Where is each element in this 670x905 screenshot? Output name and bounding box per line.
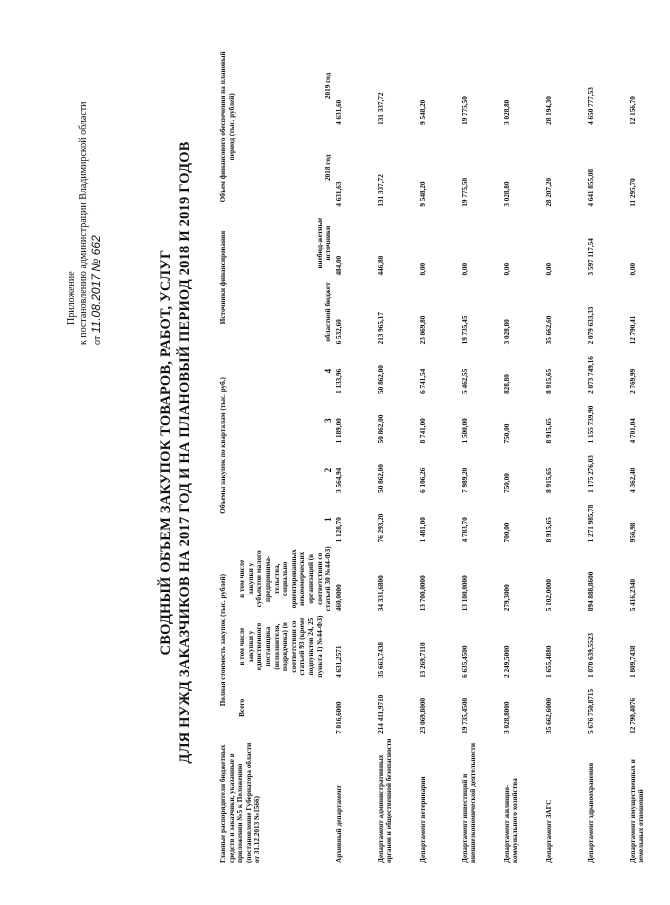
appendix-decree: к постановлению администрации Владимирской области bbox=[78, 101, 89, 345]
cell-y2019: 28 194,30 bbox=[544, 96, 553, 125]
cell-regional: 6 532,60 bbox=[334, 319, 343, 345]
cell-q2: 750,00 bbox=[502, 473, 511, 493]
cell-y2019: 9 548,20 bbox=[418, 99, 427, 125]
header-q2: 2 bbox=[323, 467, 334, 473]
cell-q1: 1 128,70 bbox=[334, 517, 343, 543]
cell-offbudget: 446,80 bbox=[376, 255, 385, 276]
cell-offbudget: 484,00 bbox=[334, 255, 343, 276]
row-customer-name: Департамент жилищно-коммунального хозяйства bbox=[502, 778, 520, 863]
cell-y2018: 11 295,70 bbox=[628, 178, 637, 207]
header-q3: 3 bbox=[323, 418, 334, 423]
cell-q1: 76 293,20 bbox=[376, 513, 385, 543]
cell-y2019: 12 156,70 bbox=[628, 96, 637, 125]
cell-small: 5 416,2340 bbox=[628, 578, 637, 612]
cell-q1: 1 481,00 bbox=[418, 517, 427, 543]
cell-q3: 8 741,00 bbox=[418, 418, 427, 444]
table-row bbox=[586, 45, 628, 865]
cell-total: 12 790,4076 bbox=[628, 697, 637, 734]
document-title: СВОДНЫЙ ОБЪЕМ ЗАКУПОК ТОВАРОВ, РАБОТ, УСЛУГ bbox=[158, 249, 174, 656]
row-customer-name: Департамент имущественных и земельных отношений bbox=[628, 759, 646, 863]
cell-y2019: 131 337,72 bbox=[376, 92, 385, 125]
cell-q3: 1 189,00 bbox=[334, 418, 343, 444]
cell-small: 894 888,8600 bbox=[586, 571, 595, 612]
cell-small: 13 700,0000 bbox=[418, 575, 427, 612]
cell-total: 19 735,4500 bbox=[460, 697, 469, 734]
cell-total: 214 411,9710 bbox=[376, 694, 385, 734]
cell-single: 13 269,7110 bbox=[418, 642, 427, 678]
row-customer-name: Департамент административных органов и общественной безопасности bbox=[376, 738, 394, 863]
cell-q4: 828,80 bbox=[502, 374, 511, 394]
cell-y2019: 19 775,50 bbox=[460, 96, 469, 125]
cell-q3: 4 701,04 bbox=[628, 418, 637, 444]
header-2018: 2018 год bbox=[324, 154, 333, 181]
cell-small: 5 102,0000 bbox=[544, 578, 553, 612]
header-2019: 2019 год bbox=[324, 72, 333, 100]
table-row bbox=[502, 45, 544, 865]
header-offbudget: внебюд-жетные источники bbox=[315, 217, 333, 269]
row-customer-name: Департамент здравоохранения bbox=[586, 762, 595, 863]
cell-regional: 23 069,80 bbox=[418, 315, 427, 345]
cell-q2: 7 989,20 bbox=[460, 467, 469, 493]
cell-small: 13 100,0000 bbox=[460, 575, 469, 612]
header-customer: Главные распорядители бюджетных средств и заказчики, указанные в приложении №5 к Положению (постановление Губернатора области от 31.12.2013 №1566) bbox=[219, 742, 262, 863]
cell-y2019: 3 028,80 bbox=[502, 99, 511, 125]
cell-q4: 2 769,99 bbox=[628, 368, 637, 394]
cell-regional: 35 662,60 bbox=[544, 315, 553, 345]
document-subtitle: ДЛЯ НУЖД ЗАКАЗЧИКОВ НА 2017 ГОД И НА ПЛАНОВЫЙ ПЕРИОД 2018 И 2019 ГОДОВ bbox=[177, 141, 193, 764]
cell-q4: 8 915,65 bbox=[544, 368, 553, 394]
header-quarters: Объемы закупок по кварталам (тыс. руб.) bbox=[219, 377, 227, 514]
cell-single: 35 663,7438 bbox=[376, 641, 385, 678]
cell-y2018: 19 775,50 bbox=[460, 177, 469, 207]
cell-q1: 956,98 bbox=[628, 522, 637, 543]
header-q4: 4 bbox=[323, 368, 334, 374]
procurement-table bbox=[218, 45, 670, 865]
cell-total: 35 662,6000 bbox=[544, 697, 553, 734]
header-sources: Источники финансирования bbox=[219, 230, 227, 325]
appendix-from: от bbox=[92, 335, 103, 345]
cell-y2018: 4 631,63 bbox=[334, 181, 343, 207]
cell-small: 460,0000 bbox=[334, 584, 343, 612]
cell-q1: 1 271 985,78 bbox=[586, 504, 595, 543]
appendix-number: № 662 bbox=[89, 235, 103, 272]
cell-single: 4 631,2571 bbox=[334, 645, 343, 678]
cell-offbudget: 3 597 117,54 bbox=[586, 238, 595, 276]
cell-y2019: 4 650 777,53 bbox=[586, 87, 595, 125]
appendix-block bbox=[66, 45, 104, 345]
cell-offbudget: 0,00 bbox=[628, 262, 637, 276]
table-row bbox=[460, 45, 502, 865]
cell-offbudget: 0,00 bbox=[418, 262, 427, 276]
cell-q1: 4 783,70 bbox=[460, 517, 469, 543]
row-customer-name: Департамент инвестиций и внешнеэкономической деятельности bbox=[460, 743, 478, 863]
table-row bbox=[418, 45, 460, 865]
table-row bbox=[544, 45, 586, 865]
cell-single: 2 249,5000 bbox=[502, 645, 511, 678]
cell-y2019: 4 631,60 bbox=[334, 99, 343, 125]
cell-q3: 8 915,65 bbox=[544, 418, 553, 444]
cell-q4: 2 073 749,16 bbox=[586, 356, 595, 394]
cell-y2018: 3 028,80 bbox=[502, 181, 511, 207]
table-row bbox=[376, 45, 418, 865]
header-regional: областной бюджет bbox=[324, 282, 333, 342]
cell-q4: 5 462,55 bbox=[460, 368, 469, 394]
cell-single: 6 635,4500 bbox=[460, 645, 469, 678]
table-row bbox=[334, 45, 376, 865]
cell-q2: 4 362,40 bbox=[628, 467, 637, 493]
cell-y2018: 28 207,20 bbox=[544, 177, 553, 207]
cell-q4: 1 133,96 bbox=[334, 368, 343, 394]
cell-regional: 12 790,41 bbox=[628, 315, 637, 345]
row-customer-name: Архивный департамент bbox=[334, 785, 343, 863]
cell-regional: 213 965,17 bbox=[376, 312, 385, 345]
cell-total: 23 069,8000 bbox=[418, 697, 427, 734]
cell-regional: 2 079 633,33 bbox=[586, 306, 595, 345]
cell-offbudget: 0,00 bbox=[502, 262, 511, 276]
cell-total: 5 676 750,8715 bbox=[586, 688, 595, 734]
cell-single: 1 809,7438 bbox=[628, 645, 637, 678]
cell-q2: 50 862,00 bbox=[376, 464, 385, 493]
cell-q4: 6 741,54 bbox=[418, 368, 427, 394]
cell-y2018: 9 548,20 bbox=[418, 181, 427, 207]
header-small-business: в том числе закупки у субъектов малого предпринима-тельства, социально ориентированных некоммерческих организаций (в соответствии со статьей 30 №44-ФЗ) bbox=[238, 546, 333, 612]
cell-small: 279,3000 bbox=[502, 584, 511, 612]
cell-q2: 1 175 276,03 bbox=[586, 455, 595, 493]
header-single-supplier: в том числе закупки у единственного поставщика (исполнителя, подрядчика) (в соответствии со статьей 93 (кроме подпунктов 24, 25 пункта 1) №44-ФЗ) bbox=[238, 615, 324, 678]
cell-small: 34 331,6800 bbox=[376, 575, 385, 612]
cell-total: 7 016,6000 bbox=[334, 701, 343, 734]
cell-regional: 3 028,80 bbox=[502, 319, 511, 345]
header-total: Всего bbox=[238, 698, 247, 717]
cell-total: 3 028,8000 bbox=[502, 701, 511, 734]
table-row bbox=[628, 45, 670, 865]
cell-offbudget: 0,00 bbox=[460, 262, 469, 276]
header-plan: Объем финансового обеспечения на плановый период (тыс. рублей) bbox=[219, 51, 236, 203]
cell-q3: 1 155 739,90 bbox=[586, 405, 595, 444]
cell-y2018: 4 641 855,08 bbox=[586, 168, 595, 207]
cell-offbudget: 0,00 bbox=[544, 262, 553, 276]
cell-q3: 1 500,00 bbox=[460, 418, 469, 444]
header-q1: 1 bbox=[323, 517, 334, 522]
row-customer-name: Департамент ЗАГС bbox=[544, 799, 553, 863]
header-full-cost: Полная стоимость закупок (тыс. рублей) bbox=[219, 573, 227, 707]
cell-q3: 50 862,00 bbox=[376, 414, 385, 444]
cell-q2: 6 106,26 bbox=[418, 467, 427, 493]
appendix-label: Приложение bbox=[66, 271, 77, 325]
cell-q2: 8 915,65 bbox=[544, 467, 553, 493]
cell-single: 1 655,4880 bbox=[544, 645, 553, 678]
cell-q3: 750,00 bbox=[502, 423, 511, 444]
cell-q2: 3 564,94 bbox=[334, 467, 343, 493]
cell-q1: 700,00 bbox=[502, 522, 511, 543]
cell-single: 1 070 639,5523 bbox=[586, 633, 595, 678]
row-customer-name: Департамент ветеринарии bbox=[418, 776, 427, 863]
cell-q1: 8 915,65 bbox=[544, 517, 553, 543]
cell-regional: 19 735,45 bbox=[460, 315, 469, 345]
appendix-date: 11.08.2017 bbox=[89, 274, 103, 334]
cell-y2018: 131 337,72 bbox=[376, 174, 385, 207]
cell-q4: 50 862,00 bbox=[376, 365, 385, 394]
appendix-date-line bbox=[90, 45, 104, 345]
